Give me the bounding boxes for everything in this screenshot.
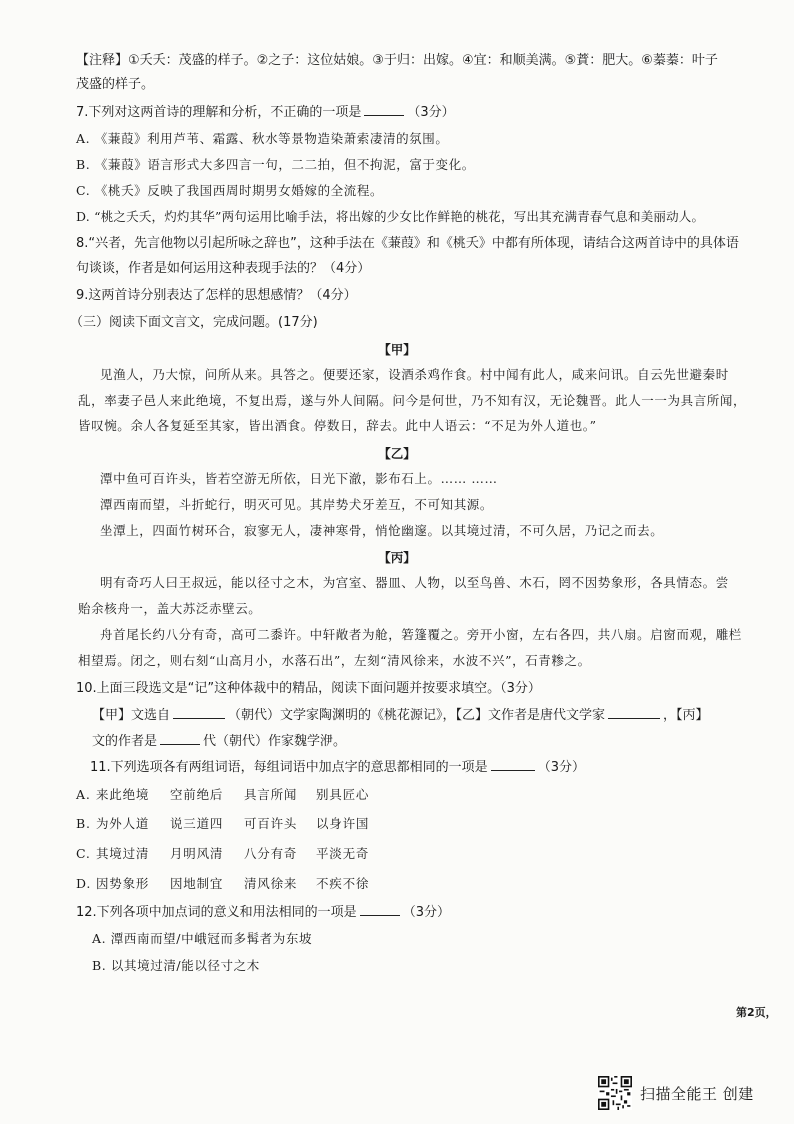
passage-jia-heading: 【甲】 — [378, 342, 416, 357]
word: 别具匠心 — [316, 787, 370, 802]
option-label: B. — [76, 816, 91, 831]
answer-blank[interactable] — [360, 903, 400, 916]
question-8-line-1: 8.“兴者，先言他物以引起所咏之辞也”，这种手法在《蒹葭》和《桃夭》中都有所体现，请结合这两首诗中的具体语 — [76, 236, 739, 251]
question-10-text: 文的作者是 — [92, 734, 158, 749]
question-10-text: 【甲】文选自 — [92, 708, 171, 723]
qr-code-icon — [598, 1076, 632, 1110]
answer-blank[interactable] — [173, 706, 225, 719]
passage-bing-line-4: 相望焉。闭之，则右刻“山高月小，水落石出”，左刻“清风徐来，水波不兴”，石青糁之。 — [78, 653, 591, 668]
word: 其境过清 — [96, 846, 150, 861]
question-11-score: （3分） — [537, 760, 585, 775]
question-7-stem: 7.下列对这两首诗的理解和分析，不正确的一项是 — [76, 105, 362, 120]
passage-bing-heading: 【丙】 — [378, 550, 416, 565]
question-10-text: （朝代）文学家陶渊明的《桃花源记》，【乙】文作者是唐代文学家 — [228, 708, 606, 723]
word: 平淡无奇 — [316, 846, 370, 861]
note-line-1: 【注释】①夭夭：茂盛的样子。②之子：这位姑娘。③于归：出嫁。④宜：和顺美满。⑤蕡：肥大。⑥蓁蓁：叶子 — [76, 53, 718, 68]
answer-blank[interactable] — [608, 706, 660, 719]
question-7-option-c: C. 《桃夭》反映了我国西周时期男女婚嫁的全流程。 — [76, 183, 384, 198]
note-line-2: 茂盛的样子。 — [76, 77, 155, 92]
scanner-watermark: 扫描全能王 创建 — [640, 1085, 754, 1103]
question-10-text: 代（朝代）作家魏学洢。 — [203, 734, 347, 749]
option-label: C. — [76, 846, 91, 861]
word: 以身许国 — [316, 816, 370, 831]
passage-jia-line-1: 见渔人，乃大惊，问所从来。具答之。便要还家，设酒杀鸡作食。村中闻有此人，咸来问讯。自云先世避秦时 — [100, 367, 729, 382]
passage-jia-line-2: 乱，率妻子邑人来此绝境，不复出焉，遂与外人间隔。问今是何世，乃不知有汉，无论魏晋。此人一一为具言所闻， — [78, 393, 747, 408]
passage-bing-line-3: 舟首尾长约八分有奇，高可二黍许。中轩敞者为舱，箬篷覆之。旁开小窗，左右各四，共八扇。启窗而观，雕栏 — [100, 627, 742, 642]
word: 说三道四 — [170, 816, 224, 831]
word: 可百许头 — [244, 816, 298, 831]
passage-yi-line-1: 潭中鱼可百许头，皆若空游无所依，日光下澈，影布石上。…… …… — [100, 471, 498, 486]
passage-yi-line-2: 潭西南而望，斗折蛇行，明灭可见。其岸势犬牙差互，不可知其源。 — [100, 497, 494, 512]
passage-bing-line-2: 贻余核舟一，盖大苏泛赤壁云。 — [78, 601, 262, 616]
question-9: 9.这两首诗分别表达了怎样的思想感情？（4分） — [76, 288, 357, 303]
word: 八分有奇 — [244, 846, 298, 861]
word: 月明风清 — [170, 846, 224, 861]
question-7-score: （3分） — [407, 105, 455, 120]
word: 因地制宜 — [170, 876, 224, 891]
answer-blank[interactable] — [364, 103, 404, 116]
option-label: D. — [76, 876, 92, 891]
section-3-title: （三）阅读下面文言文，完成问题。(17分) — [70, 315, 318, 330]
question-12-score: （3分） — [402, 905, 450, 920]
word: 来此绝境 — [96, 787, 150, 802]
question-11-text: 11.下列选项各有两组词语，每组词语中加点字的意思都相同的一项是 — [90, 760, 488, 775]
question-10-stem: 10.上面三段选文是“记”这种体裁中的精品，阅读下面问题并按要求填空。（3分） — [76, 681, 541, 696]
answer-blank[interactable] — [491, 758, 535, 771]
passage-yi-line-3: 坐潭上，四面竹树环合，寂寥无人，凄神寒骨，悄怆幽邃。以其境过清，不可久居，乃记之而去。 — [100, 523, 664, 538]
question-10-line-2 — [92, 732, 346, 751]
passage-jia-line-3: 皆叹惋。余人各复延至其家，皆出酒食。停数日，辞去。此中人语云：“不足为外人道也。” — [78, 418, 597, 433]
passage-yi-heading: 【乙】 — [378, 446, 416, 461]
question-7 — [76, 103, 455, 122]
question-8-line-2: 句谈谈，作者是如何运用这种表现手法的？（4分） — [76, 261, 371, 276]
question-12-option-a: A. 潭西南而望/中峨冠而多髯者为东坡 — [92, 931, 313, 946]
question-10-line-1 — [92, 706, 709, 725]
word: 不疾不徐 — [316, 876, 370, 891]
word: 清风徐来 — [244, 876, 298, 891]
word: 空前绝后 — [170, 787, 224, 802]
word: 具言所闻 — [244, 787, 298, 802]
option-label: A. — [76, 787, 91, 802]
word: 因势象形 — [96, 876, 150, 891]
answer-blank[interactable] — [160, 732, 200, 745]
question-12-text: 12.下列各项中加点词的意义和用法相同的一项是 — [76, 905, 357, 920]
question-7-option-a: A. 《蒹葭》利用芦苇、霜露、秋水等景物造染萧索凄清的氛围。 — [76, 131, 449, 146]
question-7-option-b: B. 《蒹葭》语言形式大多四言一句，二二拍，但不拘泥，富于变化。 — [76, 157, 475, 172]
question-10-text: ，【丙】 — [663, 708, 709, 723]
passage-bing-line-1: 明有奇巧人曰王叔远，能以径寸之木，为宫室、器皿、人物，以至鸟兽、木石，罔不因势象形，各具情态。尝 — [100, 575, 729, 590]
question-11-stem — [90, 758, 585, 777]
word: 为外人道 — [96, 816, 150, 831]
page-number: 第2页， — [736, 1006, 777, 1019]
question-7-option-d: D. “桃之夭夭，灼灼其华”两句运用比喻手法，将出嫁的少女比作鲜艳的桃花，写出其充满青春气息和美丽动人。 — [76, 209, 705, 224]
question-12-stem — [76, 903, 450, 922]
question-12-option-b: B. 以其境过清/能以径寸之木 — [92, 958, 260, 973]
